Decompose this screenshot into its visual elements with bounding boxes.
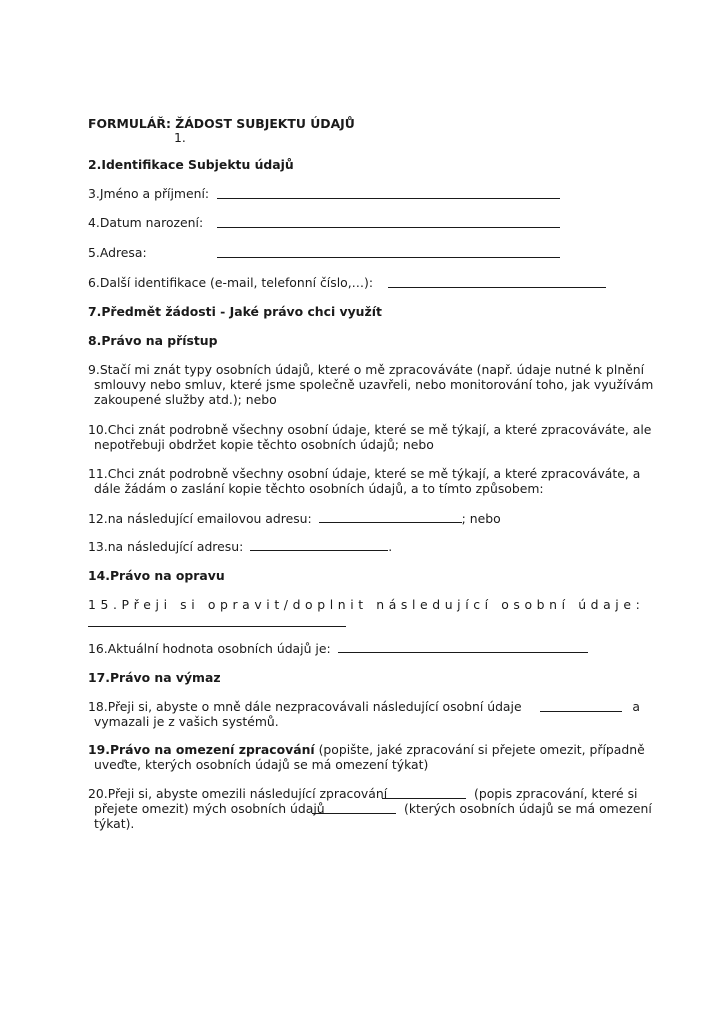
erasure-line-2: vymazali je z vašich systémů.: [94, 714, 279, 729]
right-of-rectification-heading: [88, 568, 640, 583]
name-fill-line[interactable]: [217, 187, 560, 199]
erasure-fill-line[interactable]: [540, 700, 622, 712]
option-9-line-1: 9.Stačí mi znát typy osobních údajů, které o mě zpracováváte (např. údaje nutné k plnění: [88, 362, 645, 377]
current-value-row: [88, 641, 640, 656]
restriction-request-line-2a: přejete omezit) mých osobních údajů: [94, 801, 325, 816]
spaced-char: o: [501, 597, 509, 612]
rectification-fill-line[interactable]: [88, 615, 346, 627]
option-10-line-2: nepotřebuji obdržet kopie těchto osobních údajů; nebo: [94, 437, 434, 452]
spaced-char: a: [242, 597, 250, 612]
spaced-char: p: [317, 597, 326, 612]
spaced-char: d: [292, 597, 301, 612]
option-11-line-2: dále žádám o zaslání kopie těchto osobních údajů, a to tímto způsobem:: [94, 481, 544, 496]
restriction-bold-title: Právo na omezení zpracování: [109, 742, 315, 757]
postal-delivery-row: [88, 539, 640, 554]
address-fill-line[interactable]: [217, 246, 560, 258]
spaced-char: 5: [100, 597, 109, 612]
section-8-text: 8.Právo na přístup: [88, 333, 218, 348]
spaced-char: j: [155, 597, 159, 612]
spaced-char: [570, 597, 574, 612]
spaced-char: [368, 597, 372, 612]
erasure-line-1-end: a: [632, 699, 640, 714]
spaced-char: o: [524, 597, 533, 612]
title-number-text: 1.: [174, 130, 186, 145]
email-delivery-label: 12.na následující emailovou adresu:: [88, 511, 312, 526]
spaced-char: j: [615, 597, 619, 612]
request-subject-heading: [88, 304, 640, 319]
name-label: 3.Jméno a příjmení:: [88, 186, 210, 201]
processing-fill-line[interactable]: [382, 787, 466, 799]
erasure-request: [88, 699, 640, 729]
spaced-char: í: [465, 597, 469, 612]
address-row: [88, 245, 640, 260]
spaced-char: P: [121, 597, 129, 612]
name-row: [88, 186, 640, 201]
access-option-10: [88, 422, 652, 452]
spaced-char: l: [329, 597, 334, 612]
restriction-line-2: uveďte, kterých osobních údajů se má omezení týkat): [94, 757, 429, 772]
spaced-char: t: [358, 597, 364, 612]
restriction-request-line-1b: (popis zpracování, které si: [474, 786, 638, 801]
postal-delivery-label: 13.na následující adresu:: [88, 539, 244, 554]
right-to-erasure-heading: [88, 670, 640, 685]
form-title: [88, 116, 640, 131]
rectification-request-row: [88, 597, 640, 612]
other-identification-label: 6.Další identifikace (e-mail, telefonní číslo,…):: [88, 275, 374, 290]
restricted-data-fill-line[interactable]: [312, 802, 396, 814]
spaced-char: a: [603, 597, 611, 612]
spaced-char: u: [444, 597, 453, 612]
spaced-char: e: [623, 597, 631, 612]
restriction-heading-paragraph: [88, 742, 645, 772]
spaced-char: [172, 597, 176, 612]
spaced-char: n: [549, 597, 557, 612]
email-delivery-suffix: ; nebo: [461, 511, 501, 526]
restriction-request-line-3: týkat).: [94, 816, 135, 831]
spaced-char: i: [163, 597, 168, 612]
spaced-char: t: [274, 597, 280, 612]
section-14-text: 14.Právo na opravu: [88, 568, 225, 583]
spaced-char: ú: [578, 597, 587, 612]
postal-address-fill-line[interactable]: [250, 539, 388, 551]
option-9-line-2: smlouvy nebo smluv, které jsme společně uzavřeli, nebo monitorování toho, jak využívám: [94, 377, 654, 392]
spaced-char: á: [388, 597, 397, 612]
form-title-text: FORMULÁŘ: ŽÁDOST SUBJEKTU ÚDAJŮ: [88, 116, 355, 131]
address-label: 5.Adresa:: [88, 245, 147, 260]
spaced-char: .: [112, 597, 117, 612]
birthdate-fill-line[interactable]: [217, 216, 560, 228]
form-title-number: [174, 130, 214, 145]
rectification-request-text: [88, 597, 640, 612]
spaced-char: p: [220, 597, 228, 612]
spaced-char: j: [457, 597, 461, 612]
option-11-line-1: 11.Chci znát podrobně všechny osobní údaje, které se mě týkají, a které zpracováváte, a: [88, 466, 641, 481]
restriction-request-line-1a: 20.Přeji si, abyste omezili následující zpracování: [88, 786, 388, 801]
other-identification-row: [88, 275, 640, 290]
spaced-char: :: [635, 597, 640, 612]
spaced-char: i: [191, 597, 195, 612]
other-identification-fill-line[interactable]: [388, 276, 606, 288]
restriction-line-1-rest: (popište, jaké zpracování si přejete omezit, případně: [314, 742, 645, 757]
section-19-number: 19.: [88, 742, 110, 757]
spaced-char: d: [590, 597, 599, 612]
current-value-fill-line[interactable]: [338, 641, 588, 653]
spaced-char: l: [411, 597, 416, 612]
spaced-char: i: [266, 597, 270, 612]
spaced-char: 1: [88, 597, 96, 612]
section-identification-heading: [88, 157, 640, 172]
section-7-text: 7.Předmět žádosti - Jaké právo chci využít: [88, 304, 382, 319]
spaced-char: ř: [133, 597, 139, 612]
spaced-char: [493, 597, 497, 612]
restriction-request-line-2b: (kterých osobních údajů se má omezení: [404, 801, 652, 816]
spaced-char: s: [400, 597, 408, 612]
section-17-text: 17.Právo na výmaz: [88, 670, 221, 685]
spaced-char: s: [180, 597, 187, 612]
spaced-char: n: [337, 597, 346, 612]
email-delivery-row: [88, 511, 640, 526]
spaced-char: s: [513, 597, 520, 612]
spaced-char: /: [283, 597, 288, 612]
spaced-char: o: [305, 597, 313, 612]
spaced-char: c: [473, 597, 481, 612]
spaced-char: d: [432, 597, 441, 612]
option-9-line-3: zakoupené služby atd.); nebo: [94, 392, 277, 407]
right-of-access-heading: [88, 333, 640, 348]
birthdate-row: [88, 215, 640, 230]
erasure-line-1: 18.Přeji si, abyste o mně dále nezpracovávali následující osobní údaje: [88, 699, 522, 714]
spaced-char: o: [207, 597, 216, 612]
section-2-text: 2.Identifikace Subjektu údajů: [88, 157, 294, 172]
option-10-line-1: 10.Chci znát podrobně všechny osobní údaje, které se mě týkají, a které zpracováváte, ale: [88, 422, 652, 437]
spaced-char: í: [484, 597, 489, 612]
spaced-char: í: [561, 597, 566, 612]
spaced-char: e: [143, 597, 151, 612]
spaced-char: r: [232, 597, 238, 612]
access-option-11: [88, 466, 640, 496]
spaced-char: i: [350, 597, 354, 612]
email-fill-line[interactable]: [319, 511, 462, 523]
spaced-char: n: [376, 597, 385, 612]
restriction-request: [88, 786, 652, 831]
current-value-label: 16.Aktuální hodnota osobních údajů je:: [88, 641, 331, 656]
birthdate-label: 4.Datum narození:: [88, 215, 204, 230]
spaced-char: b: [536, 597, 545, 612]
access-option-9: [88, 362, 654, 407]
spaced-char: e: [420, 597, 428, 612]
spaced-char: [199, 597, 203, 612]
spaced-char: v: [254, 597, 262, 612]
postal-delivery-suffix: .: [388, 539, 393, 554]
